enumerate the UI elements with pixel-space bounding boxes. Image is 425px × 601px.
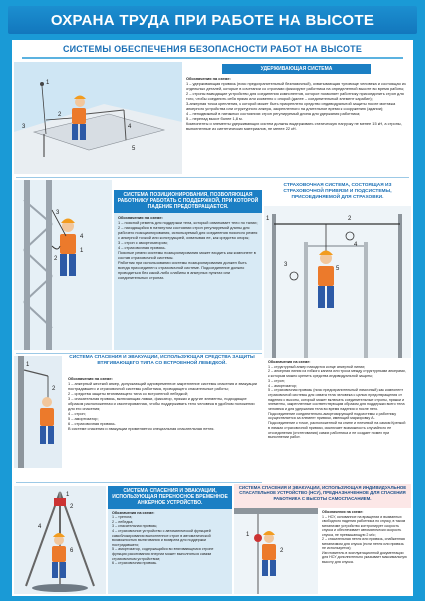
section-divider xyxy=(16,482,262,483)
tripod-rescue-system-title: СИСТЕМА СПАСЕНИЯ И ЭВАКУАЦИИ, ИСПОЛЬЗУЮЩАЯ ПЕРЕНОСНОЕ ВРЕМЕННОЕ АНКЕРНОЕ УСТРОЙСТВО. xyxy=(108,486,232,509)
positioning-system-legend xyxy=(114,213,262,282)
legend-item: 3 – спасательная привязь; xyxy=(112,524,158,529)
legend-item: 4 – амортизатор; xyxy=(268,383,297,388)
legend-label: Обозначения на схеме: xyxy=(186,76,231,82)
legend-item: 2 – лебедка; xyxy=(112,519,134,524)
callout-4: 4 xyxy=(80,234,84,240)
legend-item: 2 – средства защиты втягивающего типа со встроенной лебедкой; xyxy=(68,391,188,396)
fall-arrest-illustration xyxy=(264,206,411,358)
page-title: ОХРАНА ТРУДА ПРИ РАБОТЕ НА ВЫСОТЕ xyxy=(8,6,417,34)
legend-item: 5 – амортизатор; xyxy=(68,416,99,421)
poster-sheet xyxy=(12,40,413,596)
winch-rescue-title-box xyxy=(62,354,262,374)
legend-item: 1 – НСУ, основанное на вращении и вызванных свободного падения работника по спуску, в таком механизме устройство контролирует скорость спуска и обеспечивает автоматически скорость спуска, не превышающую 2 м/с; xyxy=(322,514,406,537)
callout-6: 6 xyxy=(70,548,74,554)
tripod-rescue-panel xyxy=(108,486,232,594)
callout-3: 3 xyxy=(56,210,60,216)
restraint-system-panel xyxy=(182,64,411,174)
legend-item: 2 – находящийся в натянутом состоянии строп регулируемой длины для рабочего позиционирования, используемый для соединения поясного ремня с анкерной точкой или конструкцией, охватывая ее, как средство опоры; xyxy=(118,224,258,240)
callout-1: 1 xyxy=(66,492,70,498)
legend-item: 3 – строп; xyxy=(268,378,285,383)
legend-item: 5 – амортизатор, содержащийся во втягивающемся стропе функция рассеивания энергии может выполняться самим страховочным устройством; xyxy=(112,547,214,561)
restraint-system-legend xyxy=(182,74,411,133)
legend-item: Компоненты и элементы удерживающих систем должны выдерживать статическую нагрузку не менее 15 кН, а стропы, выполненные из синтетических материалов, не менее 22 кН. xyxy=(186,121,402,132)
legend-item: 5 – перепад высот более 1,8 м. xyxy=(186,116,243,122)
restraint-system-illustration xyxy=(14,62,182,174)
legend-item: 4 – неподвижный в натяжных состояниях строп регулируемый длина для удержания работника; xyxy=(186,111,361,117)
callout-1: 1 xyxy=(46,80,50,86)
legend-item: 2 – стропы выводящие устройство для соединения компонентов, которое позволяет работнику присоединить строп для того, чтобы соединить себя прямо или косвенно с опорой (далее – соединительный элемент карабин); xyxy=(186,91,404,102)
fall-arrest-legend xyxy=(264,358,411,442)
winch-rescue-legend xyxy=(64,374,262,433)
legend-item: 2 – анкерная линия из гибкого каната или троса между структурными анкерами, к которым можно крепить средства индивидуальной защиты; xyxy=(268,369,406,379)
descender-legend xyxy=(318,508,411,566)
positioning-system-title: СИСТЕМА ПОЗИЦИОНИРОВАНИЯ, ПОЗВОЛЯЮЩАЯ РАБОТНИКУ РАБОТАТЬ С ПОДДЕРЖКОЙ, ПРИ КОТОРОЙ ПАДЕНИЕ ПРЕДОТВРАЩАЕТСЯ. xyxy=(114,190,262,213)
descender-panel xyxy=(318,508,411,594)
legend-item: 3 – строп с амортизатором; xyxy=(118,239,168,245)
positioning-system-panel xyxy=(114,190,262,350)
legend-item: Подсоединение к точке, расположенной на спине и плечевой на самом Крепкой в лямках страховочной привязи, исключает возможность случайного ее отсоединения (отстегивания) самих работника и не создает помех при выполнении работ. xyxy=(268,421,406,440)
callout-3: 3 xyxy=(22,124,26,130)
callout-2: 2 xyxy=(54,256,58,262)
callout-5: 5 xyxy=(132,146,136,152)
legend-item: 1 – поясной ремень для поддержки тела, который охватывает тело по талии; xyxy=(118,219,258,225)
fall-arrest-system-title: СТРАХОВОЧНАЯ СИСТЕМА, СОСТОЯЩАЯ ИЗ СТРАХОВОЧНОЙ ПРИВЯЗИ И ПОДСИСТЕМЫ, ПРИСОЕДИНЯЕМОЙ ДЛЯ СТРАХОВКИ. xyxy=(283,183,392,200)
descender-system-title: СИСТЕМА СПАСЕНИЯ И ЭВАКУАЦИИ, ИСПОЛЬЗУЮЩАЯ ИНДИВИДУАЛЬНОЕ СПАСАТЕЛЬНОЕ УСТРОЙСТВО (НСУ), ПРЕДНАЗНАЧЕННОЕ ДЛЯ СПАСЕНИЯ РАБОТНИКА С ВЫСОТЫ САМОСПАСАНИЕМ. xyxy=(238,485,407,501)
legend-item: 1 – анкерный жесткий анкер, допускающий одновременное закрепление системы спасения и эвакуации пострадавшего и страховочной системы работника, проводящего спасательные работы; xyxy=(68,381,257,391)
page-subtitle: СИСТЕМЫ ОБЕСПЕЧЕНИЯ БЕЗОПАСНОСТИ РАБОТ НА ВЫСОТЕ xyxy=(62,44,363,54)
section-divider xyxy=(16,177,409,178)
callout-1: 1 xyxy=(246,532,250,538)
legend-item: В системе спасения и эвакуации применяется специальная спасательная петля. xyxy=(68,426,215,431)
legend-item: Изготовитель в эксплуатационной документации для НСУ дополнительно указывает максимальную высоту для спуска. xyxy=(322,550,407,564)
callout-1: 1 xyxy=(80,248,84,254)
legend-item: 5 – страховочная привязь (пояс предохранительный лямочный) как компонент страховочной системы для охвата тела человека с целью предотвращения от падения с высоты, который может включать соединительные стропы, пряжки и элементы, закрепленные соответствующим образом для поддержки всего тела человека и для удержания тела во время падения и после него. xyxy=(268,388,405,412)
callout-1: 1 xyxy=(266,216,270,222)
callout-3: 3 xyxy=(284,262,288,268)
legend-item: Поясные ремни системы позиционирования может входить как компонент в состав страховочной системы. xyxy=(118,249,256,260)
legend-item: 4 – страховочное устройство с автоматической функцией самоблокирования выполненное строп в автоматической возможностью вытягивания и возврата для поддержки пострадавшего; xyxy=(112,528,211,547)
tripod-rescue-legend xyxy=(108,509,232,568)
legend-item: 6 – страховочная привязь. xyxy=(68,421,116,426)
legend-item: Работник при использовании системы позиционирования должен быть всегда присоединен к страховочной системе. Подсоединение должно проводиться без какой-либо слабины в анкерных пунктах или соединительных стропах. xyxy=(118,259,247,280)
legend-label: Обозначения на схеме: xyxy=(118,214,163,220)
legend-item: 3 – спасательная привязь, включающая лямки, фиксатор, пряжки и другие элементы, подходящие образом расположенная и смонтированная, чтобы поддерживать тело человека в удобном положении для его спасения; xyxy=(68,396,255,411)
legend-item: 6 – страховочная привязь. xyxy=(112,561,158,566)
legend-item: Подсоединение соединительно-амортизирующей подсистемы к работнику осуществляется за элемент привязи, имеющий маркировку А. xyxy=(268,411,397,421)
descender-title-box xyxy=(234,484,411,508)
callout-4: 4 xyxy=(354,242,358,248)
callout-4: 4 xyxy=(38,524,42,530)
winch-rescue-illustration xyxy=(14,356,62,468)
legend-item: 4 – строп; xyxy=(68,411,86,416)
callout-5: 5 xyxy=(336,266,340,272)
restraint-system-title: УДЕРЖИВАЮЩАЯ СИСТЕМА xyxy=(222,64,371,74)
legend-label: Обозначения на схеме: xyxy=(112,510,155,515)
legend-label: Обозначения на схеме: xyxy=(268,360,311,364)
winch-rescue-panel xyxy=(64,374,262,480)
callout-2: 2 xyxy=(348,216,352,222)
subtitle-underline xyxy=(22,57,403,59)
callout-4: 4 xyxy=(128,124,132,130)
positioning-system-illustration xyxy=(14,180,112,350)
legend-label: Обозначения на схеме: xyxy=(322,510,364,514)
legend-item: 1 – структурный анкер находится конце анкерной линии; xyxy=(268,364,366,369)
callout-2: 2 xyxy=(70,504,74,510)
tripod-rescue-illustration xyxy=(14,486,106,594)
legend-item: 1 – тренога; xyxy=(112,515,133,520)
legend-item: 1 – удерживающая привязь (пояс предохранительный безлямочный), охватывающая туловище человека и состоящая из отдельных деталей, которые в сочетании со стропами фиксируют работника на определенной высоте во время работы; xyxy=(186,81,406,92)
callout-2: 2 xyxy=(280,548,284,554)
callout-1: 1 xyxy=(26,362,30,368)
fall-arrest-title-box xyxy=(264,182,411,206)
callout-2: 2 xyxy=(52,386,56,392)
legend-item: 4 – страховочная привязь. xyxy=(118,244,166,250)
legend-label: Обозначения на схеме: xyxy=(68,376,113,381)
callout-2: 2 xyxy=(58,112,62,118)
descender-illustration xyxy=(234,508,318,594)
legend-item: 3-анкерная точка крепления, к которой может быть прикреплено средство индивидуальной защиты после монтажа анкерного устройства или структурного анкера, закрепленного на длительное время к сооружению (здании); xyxy=(186,101,396,112)
winch-rescue-system-title: СИСТЕМА СПАСЕНИЯ И ЭВАКУАЦИИ, ИСПОЛЬЗУЮЩАЯ СРЕДСТВА ЗАЩИТЫ ВТЯГИВАЮЩЕГО ТИПА СО ВСТРОЕННОЙ ЛЕБЕДКОЙ. xyxy=(69,355,255,366)
legend-item: 2 – спасательная петля или привязь, снабженная механизмом для спуска (если петля или привязь не используется); xyxy=(322,537,405,550)
